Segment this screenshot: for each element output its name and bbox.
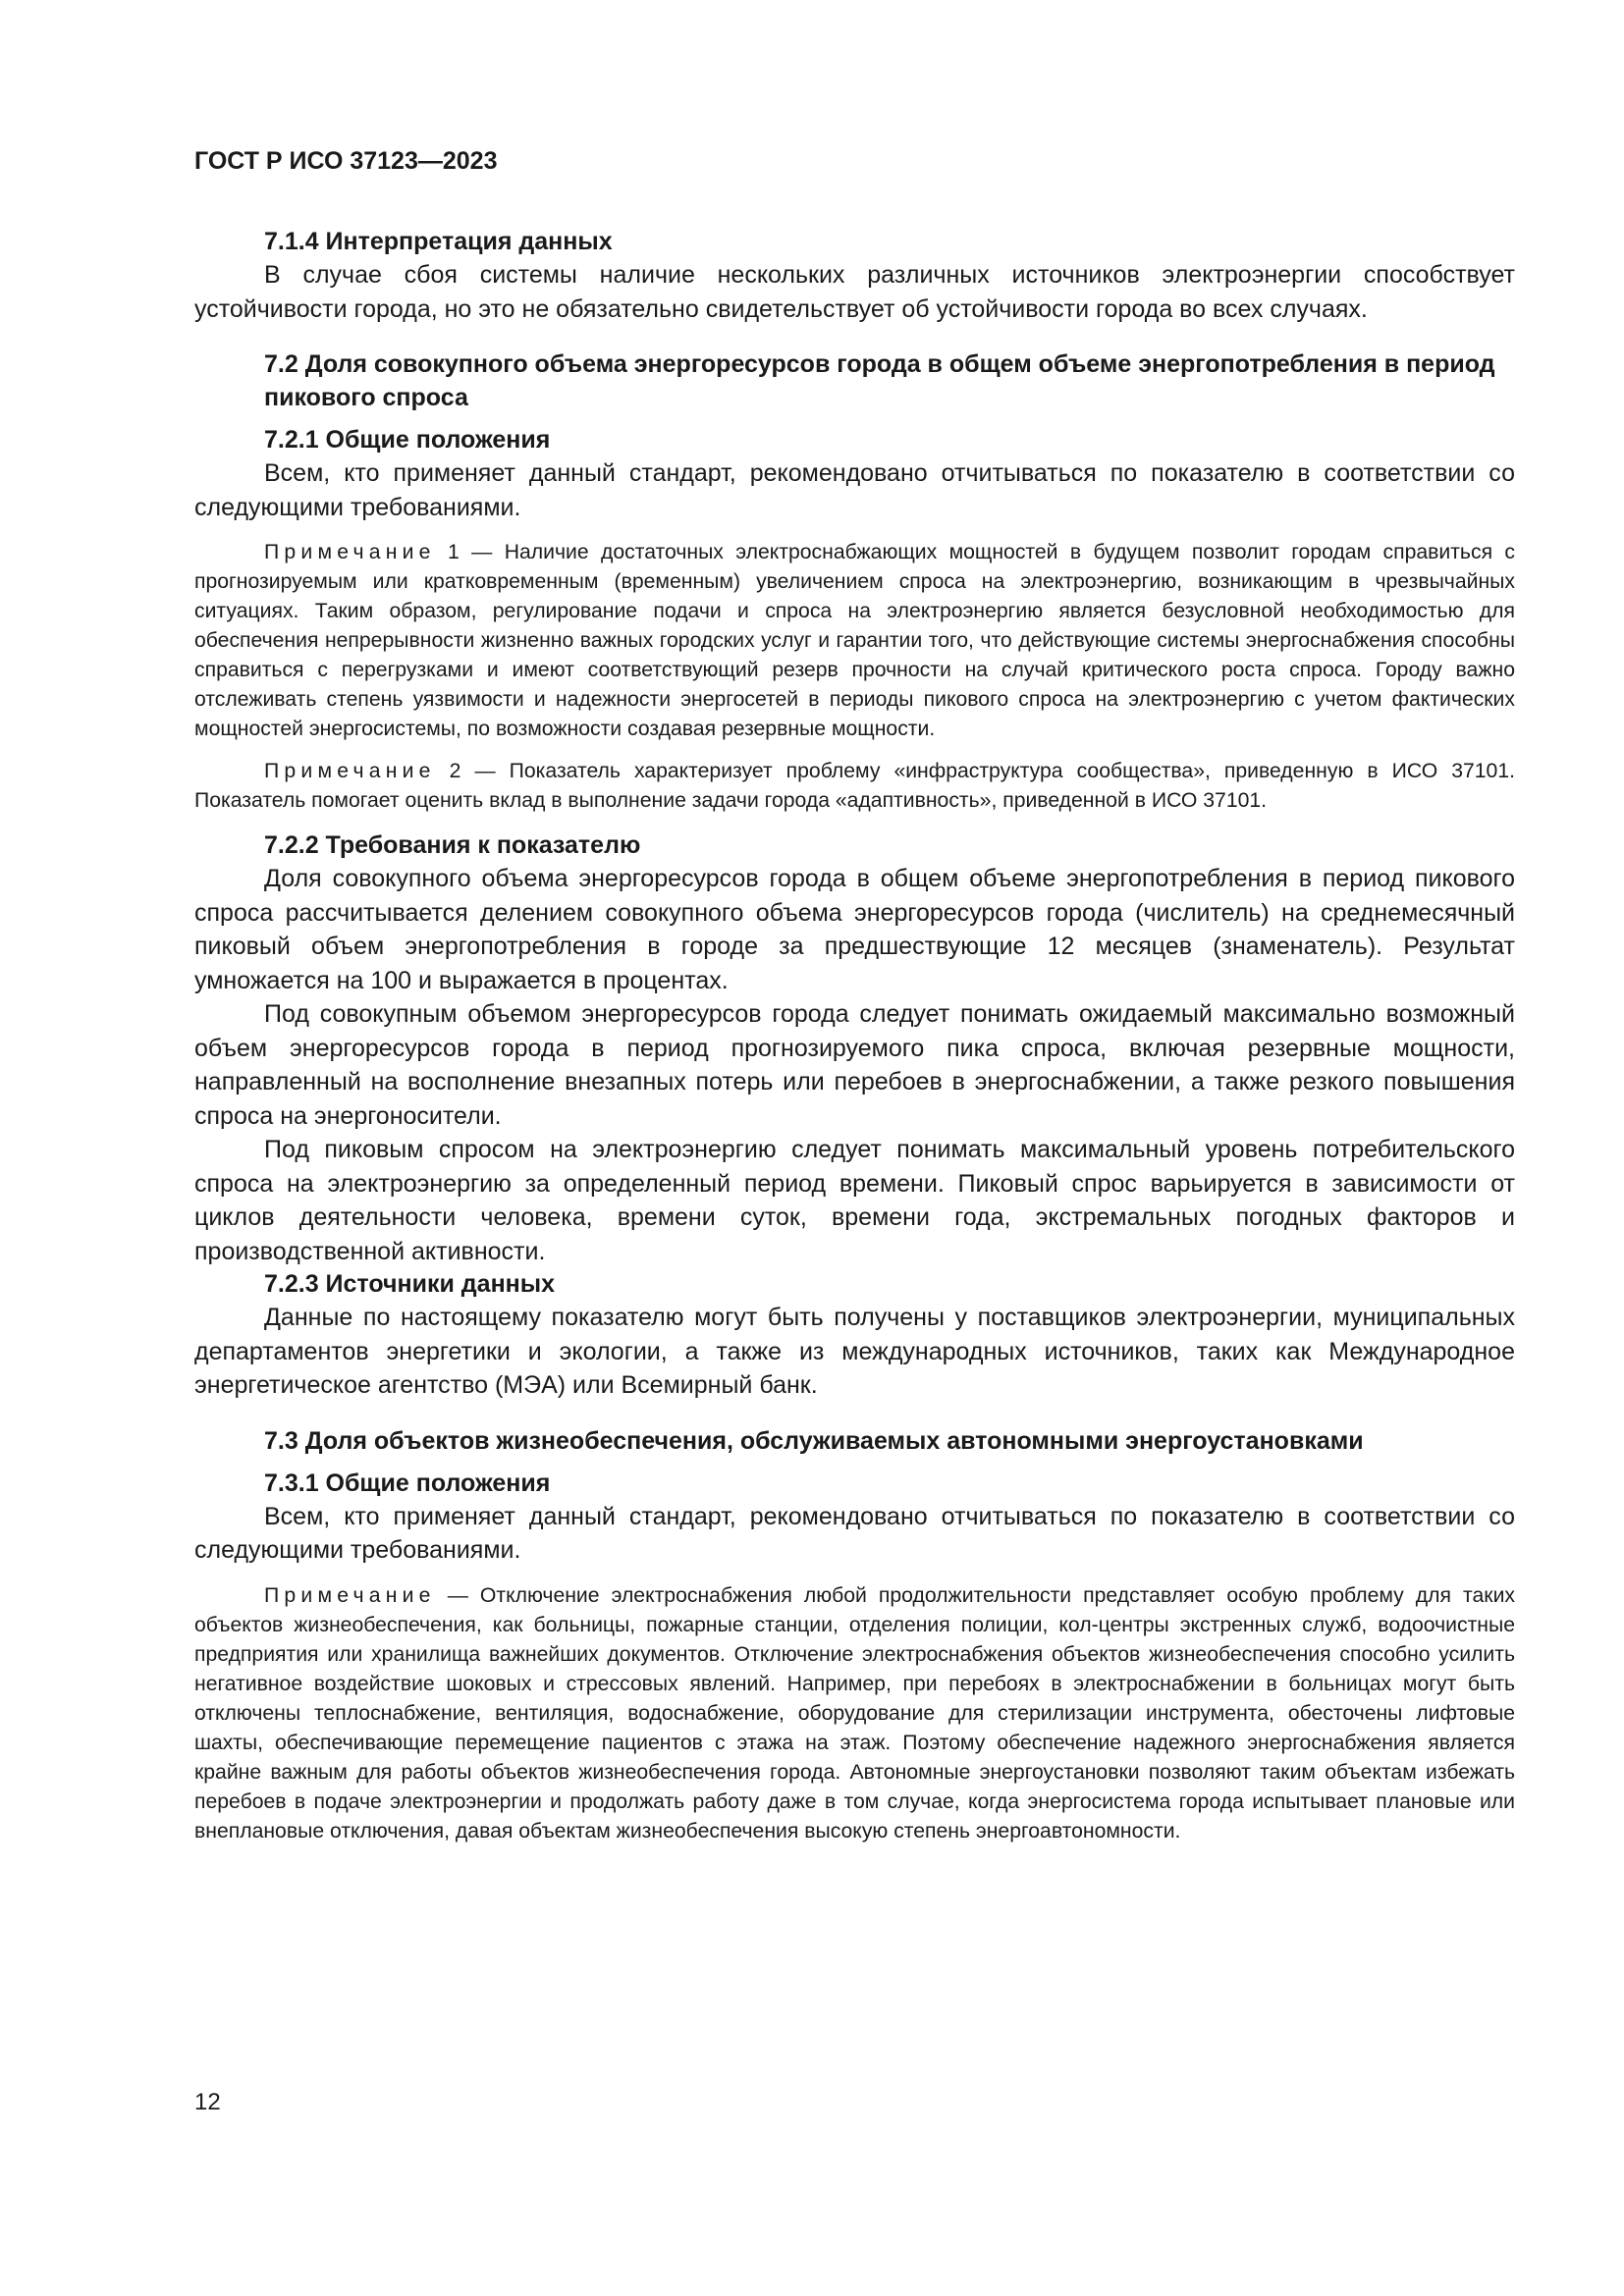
heading-7-2-1: 7.2.1 Общие положения (264, 426, 551, 454)
document-header: ГОСТ Р ИСО 37123—2023 (194, 147, 498, 175)
heading-7-3: 7.3 Доля объектов жизнеобеспечения, обслуживаемых автономными энергоустановками (264, 1426, 1364, 1455)
note-text: 1 — Наличие достаточных электроснабжающих мощностей в будущем позволит городам справиться с прогнозируемым или кратковременным (временным) увеличением спроса на электроэнергию, возникающим в чрезвычайных ситуациях. Таким образом, регулирование подачи и спроса на электроэнергию является безусловной необходимостью для обеспечения непрерывности жизненно важных городских услуг и гарантии того, что действующие системы энергоснабжения способны справиться с перегрузками и имеют соответствующий резерв прочности на случай критического роста спроса. Городу важно отслеживать степень уязвимости и надежности энергосетей в периоды пикового спроса на электроэнергию с учетом фактических мощностей энергосистемы, по возможности создавая резервные мощности. (194, 541, 1515, 740)
heading-7-2-2: 7.2.2 Требования к показателю (264, 831, 641, 859)
note-text: — Отключение электроснабжения любой продолжительности представляет особую проблему для таких объектов жизнеобеспечения, как больницы, пожарные станции, отделения полиции, кол-центры экстренных служб, водоочистные предприятия или хранилища важнейших документов. Отключение электроснабжения объектов жизнеобеспечения способно усилить негативное воздействие шоковых и стрессовых явлений. Например, при перебоях в электроснабжении в больницах могут быть отключены теплоснабжение, вентиляция, водоснабжение, оборудование для стерилизации инструмента, обесточены лифтовые шахты, обеспечивающие перемещение пациентов с этажа на этаж. Поэтому обеспечение надежного энергоснабжения является крайне важным для работы объектов жизнеобеспечения города. Автономные энергоустановки позволяют таким объектам избежать перебоев в подаче электроэнергии и продолжать работу даже в том случае, когда энергосистема города испытывает плановые или внеплановые отключения, давая объектам жизнеобеспечения высокую степень энергоавтономности. (194, 1583, 1515, 1842)
note-text: 2 — Показатель характеризует проблему «инфраструктура сообщества», приведенную в ИСО 37101. Показатель помогает оценить вклад в выполнение задачи города «адаптивность», приведенной в ИСО 37101. (194, 760, 1515, 812)
paragraph-7-2-1: Всем, кто применяет данный стандарт, рекомендовано отчитываться по показателю в соответствии со следующими требованиями. (194, 459, 1515, 521)
note-label: Примечание (264, 541, 436, 563)
heading-7-2: 7.2 Доля совокупного объема энергоресурсов города в общем объеме энергопотребления в период пикового спроса (264, 350, 1495, 411)
heading-7-3-1: 7.3.1 Общие положения (264, 1468, 551, 1497)
page-number: 12 (194, 2089, 221, 2115)
note-2 (194, 757, 1515, 816)
paragraph-7-1-4: В случае сбоя системы наличие нескольких различных источников электроэнергии способствует устойчивости города, но это не обязательно свидетельствует об устойчивости города во всех случаях. (194, 261, 1515, 323)
paragraph-7-2-2-c: Под пиковым спросом на электроэнергию следует понимать максимальный уровень потребительского спроса на электроэнергию за определенный период времени. Пиковый спрос варьируется в зависимости от циклов деятельности человека, времени суток, времени года, экстремальных погодных факторов и производственной активности. (194, 1136, 1515, 1265)
heading-7-2-3: 7.2.3 Источники данных (264, 1270, 556, 1298)
note-7-3 (194, 1581, 1515, 1846)
paragraph-7-3-1: Всем, кто применяет данный стандарт, рекомендовано отчитываться по показателю в соответствии со следующими требованиями. (194, 1502, 1515, 1564)
note-1 (194, 538, 1515, 744)
paragraph-7-2-2-a: Доля совокупного объема энергоресурсов города в общем объеме энергопотребления в период пикового спроса рассчитывается делением совокупного объема энергоресурсов города (числитель) на среднемесячный пиковый объем энергопотребления в городе за предшествующие 12 месяцев (знаменатель). Результат умножается на 100 и выражается в процентах. (194, 865, 1515, 994)
note-label: Примечание (264, 1583, 436, 1607)
heading-7-1-4: 7.1.4 Интерпретация данных (264, 228, 613, 255)
note-label: Примечание (264, 760, 436, 782)
document-body (194, 226, 1515, 1846)
paragraph-7-2-3: Данные по настоящему показателю могут быть получены у поставщиков электроэнергии, муниципальных департаментов энергетики и экологии, а также из международных источников, таких как Международное энергетическое агентство (МЭА) или Всемирный банк. (194, 1304, 1515, 1399)
paragraph-7-2-2-b: Под совокупным объемом энергоресурсов города следует понимать ожидаемый максимально возможный объем энергоресурсов города в период прогнозируемого пика спроса, включая резервные мощности, направленный на восполнение внезапных потерь или перебоев в энергоснабжении, а также резкого повышения спроса на энергоносители. (194, 1000, 1515, 1130)
